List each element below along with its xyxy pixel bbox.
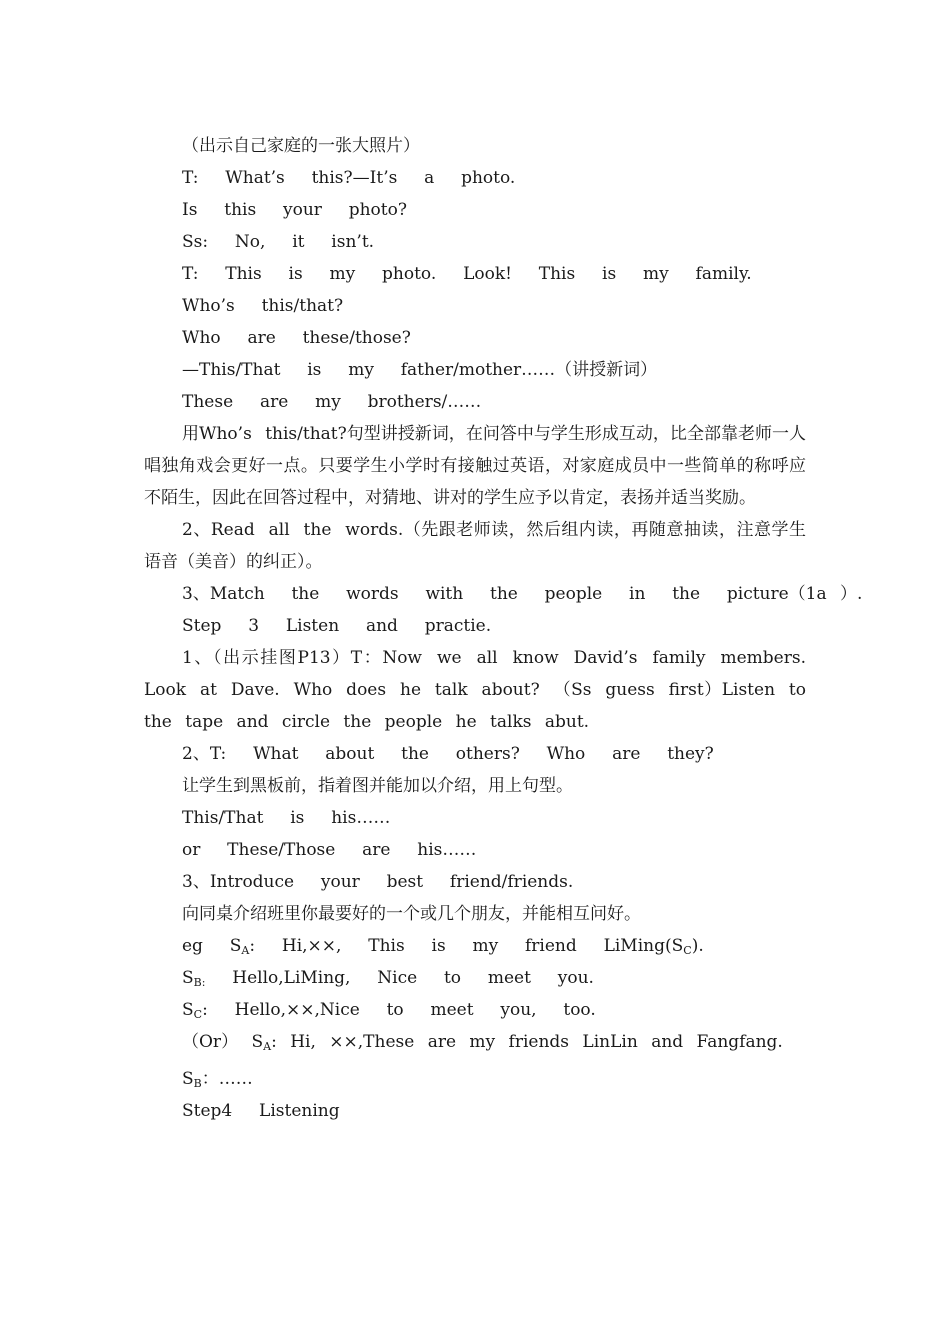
document-body xyxy=(144,130,863,1127)
speaker-letter: S xyxy=(182,1000,194,1020)
text-line: or These/Those are his…… xyxy=(182,840,477,860)
dialogue-text: ：…… xyxy=(201,1069,253,1089)
speaker-subscript: A xyxy=(241,944,250,957)
text-line: —This/That is my father/mother……（讲授新词） xyxy=(182,360,658,380)
dialogue-text: eg S xyxy=(182,936,242,956)
paragraph: 用Who’s this/that?句型讲授新词，在问答中与学生形成互动，比全部靠老师一人唱独角戏会更好一点。只要学生小学时有接触过英语，对家庭成员中一些简单的称呼应不陌生，因此在回答过程中，对猜地、讲对的学生应予以肯定，表扬并适当奖励。 xyxy=(144,424,806,508)
text-line: Who are these/those? xyxy=(182,328,411,348)
text-line: 3、Match the words with the people in the picture（1a ）. xyxy=(182,584,863,604)
text-line: This/That is his…… xyxy=(182,808,391,828)
paragraph: 1、（出示挂图P13）T：Now we all know David’s family members. Look at Dave. Who does he talk about? （Ss guess first）Listen to the tape and circle the people he talks abut. xyxy=(144,648,806,732)
speaker-subscript: C xyxy=(683,944,692,957)
dialogue-line xyxy=(144,930,806,962)
text-line: 3、Introduce your best friend/friends. xyxy=(182,872,574,892)
speaker-subscript: B: xyxy=(193,976,206,989)
dialogue-line xyxy=(144,994,806,1026)
speaker-subscript: B xyxy=(193,1077,202,1090)
speaker-subscript: C xyxy=(193,1008,203,1021)
speaker-letter: S xyxy=(182,968,194,988)
text-line: T: What’s this?—It’s a photo. xyxy=(182,168,516,188)
speaker-letter: S xyxy=(182,1069,194,1089)
dialogue-text: : Hello,××,Nice to meet you, too. xyxy=(202,1000,596,1020)
dialogue-text: : Hi,××, This is my friend LiMing(S xyxy=(249,936,684,956)
text-line: Ss: No, it isn’t. xyxy=(182,232,375,252)
dialogue-paragraph xyxy=(144,1026,806,1063)
text-line: Step 3 Listen and practie. xyxy=(182,616,492,636)
section-heading: Step4 Listening xyxy=(182,1101,340,1121)
text-line: 向同桌介绍班里你最要好的一个或几个朋友，并能相互问好。 xyxy=(182,904,641,924)
dialogue-text: : Hi, ××,These are my friends LinLin and Fangfang. xyxy=(271,1032,783,1052)
paragraph: 2、Read all the words.（先跟老师读，然后组内读，再随意抽读，注意学生语音（美音）的纠正）。 xyxy=(144,520,806,572)
text-line: T: This is my photo. Look! This is my family. xyxy=(182,264,752,284)
text-line: （出示自己家庭的一张大照片） xyxy=(182,136,420,156)
dialogue-text: （Or） S xyxy=(182,1032,264,1052)
speaker-subscript: A xyxy=(263,1040,272,1053)
dialogue-text: Hello,LiMing, Nice to meet you. xyxy=(205,968,594,988)
dialogue-line xyxy=(144,1063,806,1095)
text-line: These are my brothers/…… xyxy=(182,392,482,412)
dialogue-line xyxy=(144,962,806,994)
text-line: 2、T: What about the others? Who are they? xyxy=(182,744,714,764)
text-line: Is this your photo? xyxy=(182,200,407,220)
text-line: 让学生到黑板前，指着图并能加以介绍，用上句型。 xyxy=(182,776,573,796)
dialogue-text: ). xyxy=(691,936,704,956)
text-line: Who’s this/that? xyxy=(182,296,344,316)
